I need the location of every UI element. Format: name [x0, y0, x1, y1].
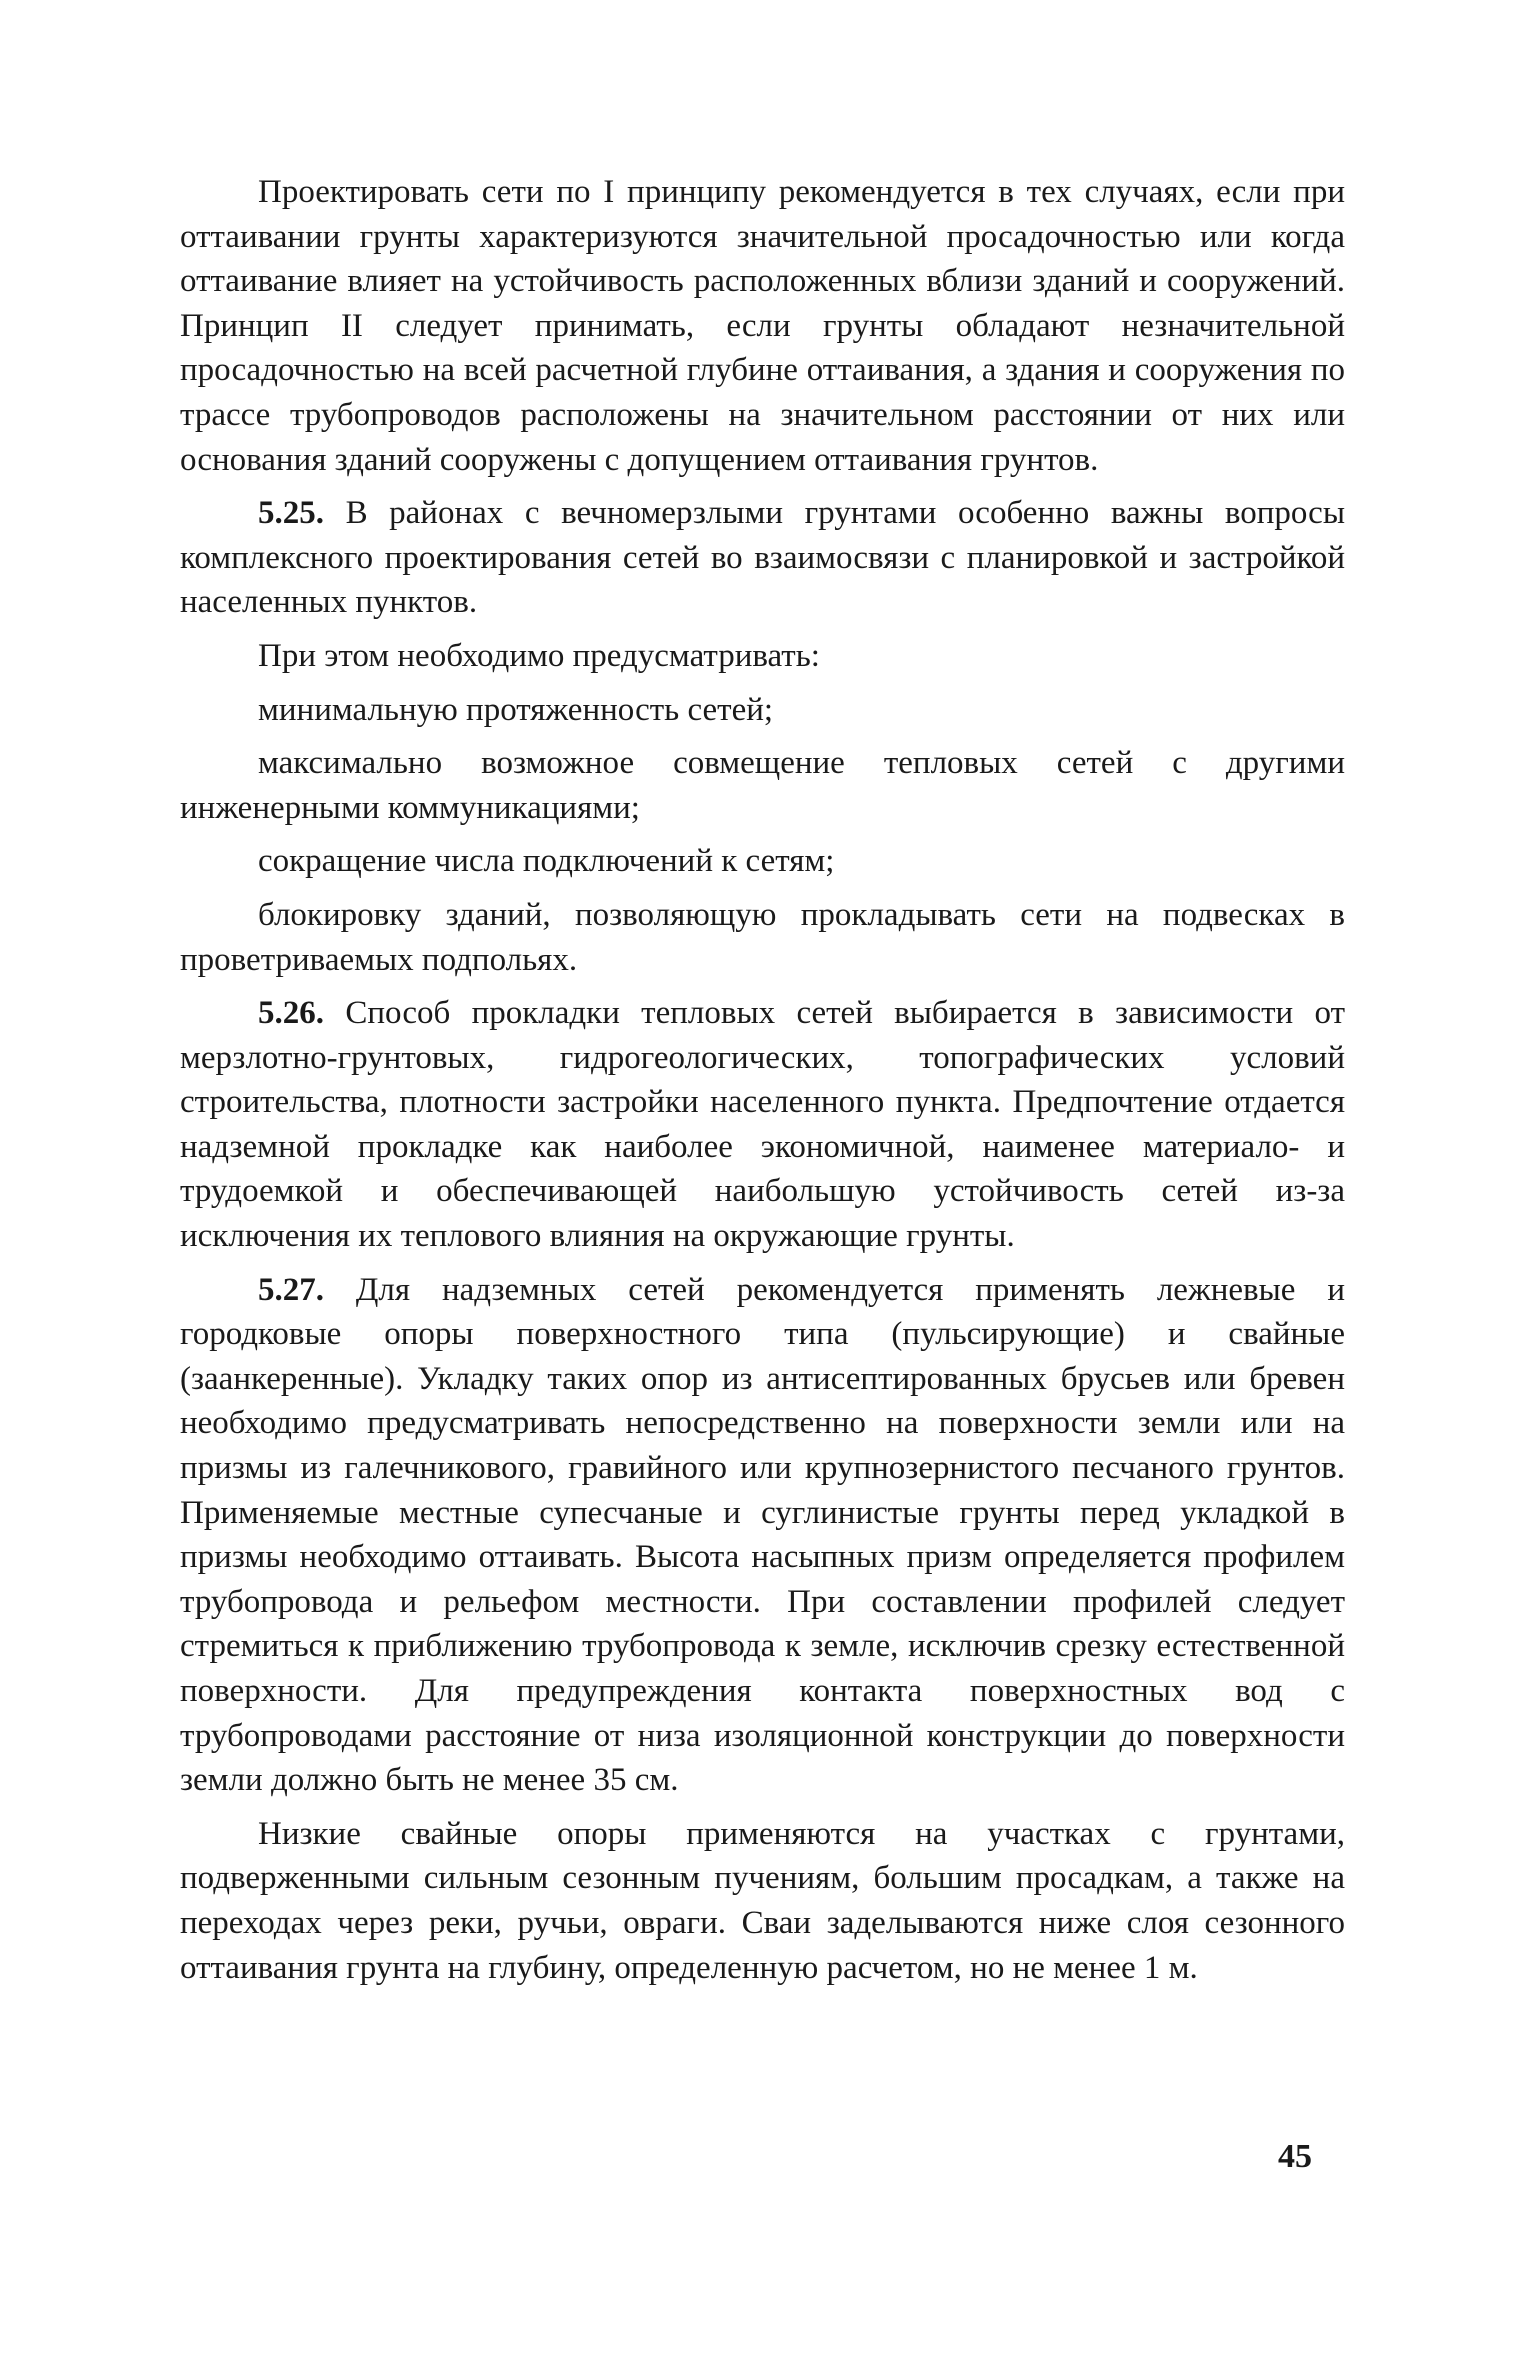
section-number: 5.27. — [258, 1271, 324, 1308]
section-number: 5.25. — [258, 495, 324, 532]
paragraph-low-piles: Низкие свайные опоры применяются на участках с грунтами, подверженными сильным сезонным пучениям, большим просадкам, а также на переходах через реки, ручьи, овраги. Сваи заделываются ниже слоя сезонного оттаивания грунта на глубину, определенную расчетом, но не менее 1 м. — [180, 1815, 1345, 1986]
section-5-26 — [180, 991, 1345, 1259]
list-item: максимально возможное совмещение тепловых сетей с другими инженерными коммуникациями; — [180, 745, 1345, 826]
section-number: 5.26. — [258, 995, 324, 1032]
list-item: сокращение числа подключений к сетям; — [258, 843, 835, 880]
list-item: минимальную протяженность сетей; — [258, 691, 774, 728]
paragraph-principles: Проектировать сети по I принципу рекомендуется в тех случаях, если при оттаивании грунты характеризуются значительной просадочностью или когда оттаивание влияет на устойчивость расположенных вблизи зданий и сооружений. Принцип II следует принимать, если грунты обладают незначительной просадочностью на всей расчетной глубине оттаивания, а здания и сооружения по трассе трубопроводов расположены на значительном расстоянии от них или основания зданий сооружены с допущением оттаивания грунтов. — [180, 174, 1345, 478]
section-text: Для надземных сетей рекомендуется применять лежневые и городковые опоры поверхностного типа (пульсирующие) и свайные (заанкеренные). Укладку таких опор из антисептированных брусьев или бревен необходимо предусматривать непосредственно на поверхности земли или на призмы из галечникового, гравийного или крупнозернистого песчаного грунтов. Применяемые местные супесчаные и суглинистые грунты перед укладкой в призмы необходимо оттаивать. Высота насыпных призм определяется профилем трубопровода и рельефом местности. При составлении профилей следует стремиться к приближению трубопровода к земле, исключив срезку естественной поверхности. Для предупреждения контакта поверхностных вод с трубопроводами расстояние от низа изоляционной конструкции до поверхности земли должно быть не менее 35 см. — [180, 1271, 1346, 1799]
list-intro: При этом необходимо предусматривать: — [258, 637, 820, 674]
section-5-27 — [180, 1268, 1345, 1803]
section-text: В районах с вечномерзлыми грунтами особенно важны вопросы комплексного проектирования сетей во взаимосвязи с планировкой и застройкой населенных пунктов. — [180, 495, 1345, 621]
list-item: блокировку зданий, позволяющую прокладывать сети на подвесках в проветриваемых подпольях. — [180, 896, 1345, 978]
section-5-25 — [180, 491, 1345, 625]
document-page — [180, 170, 1345, 1999]
page-number: 45 — [1278, 2138, 1312, 2175]
section-text: Способ прокладки тепловых сетей выбирается в зависимости от мерзлотно-грунтовых, гидрогеологических, топографических условий строительства, плотности застройки населенного пункта. Предпочтение отдается надземной прокладке как наиболее экономичной, наименее материало- и трудоемкой и обеспечивающей наибольшую устойчивость сетей из-за исключения их теплового влияния на окружающие грунты. — [180, 995, 1346, 1255]
